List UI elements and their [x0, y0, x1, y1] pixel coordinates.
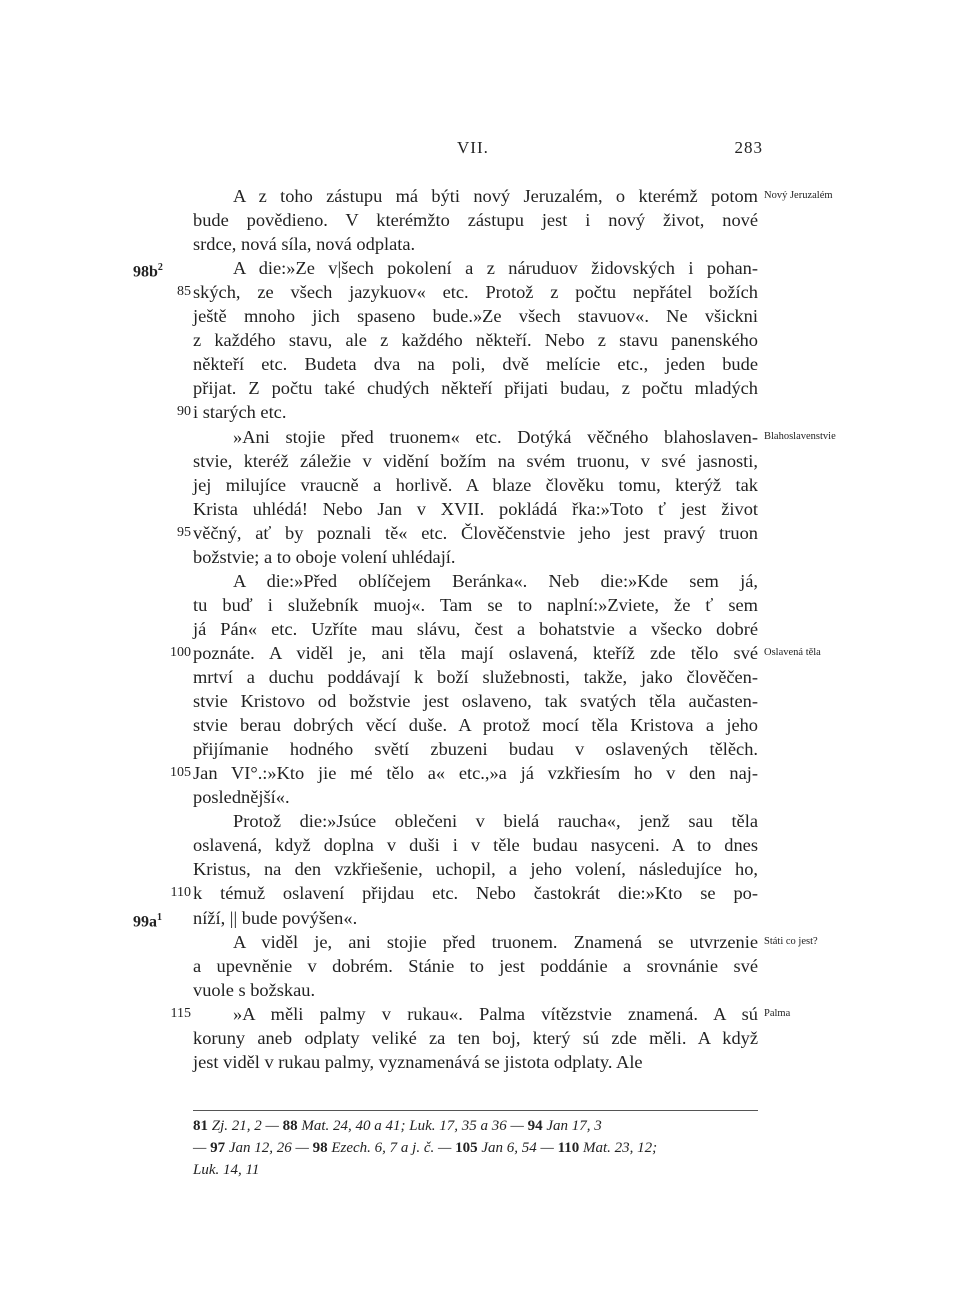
line-number: 105 — [170, 765, 191, 780]
text-line: koruny aneb odplaty veliké za ten boj, který sú zde měli. A když — [193, 1028, 758, 1048]
line-number: 100 — [170, 645, 191, 660]
margin-note: Nový Jeruzalém — [764, 190, 833, 201]
text-line: a upevněnie v dobrém. Stánie to jest poddánie a srovnánie své — [193, 956, 758, 976]
text-line: poslednější«. — [193, 787, 290, 807]
line-number: 110 — [170, 885, 191, 900]
text-line: »A měli palmy v rukau«. Palma vítězstvie znamená. A sú — [233, 1004, 758, 1024]
text-line: oslavená, když doplna v duši i v těle budau nasyceni. A to dnes — [193, 835, 758, 855]
folio-marker: $99a^1$ — [133, 912, 162, 931]
text-line: mrtví a duchu poddávají k boží služebnosti, takže, jako člověčen- — [193, 667, 758, 687]
text-line: stvie Kristovo od božstvie jest oslaveno, tak svatých těla aučasten- — [193, 691, 758, 711]
text-line: Kristus, na den vzkřiešenie, uchopil, a jeho volení, následujíce ho, — [193, 859, 758, 879]
line-number: 90 — [177, 404, 191, 419]
text-line: níží, || bude povýšen«. — [193, 908, 358, 928]
footnote-line: — 97 Jan 12, 26 — 98 Ezech. 6, 7 a j. č. — 105 Jan 6, 54 — 110 Mat. 23, 12; — [193, 1140, 658, 1156]
text-line: já Pán« etc. Uzříte mau slávu, čest a bohatstvie a všecko dobré — [193, 619, 758, 639]
text-line: jest viděl v rukau palmy, vyznamenává se jistota odplaty. Ale — [193, 1052, 643, 1072]
line-number: 115 — [170, 1006, 191, 1021]
text-line: k témuž oslavení přijdau etc. Nebo častokrát die:»Kto se po- — [193, 883, 758, 903]
text-line: A viděl je, ani stojie před truonem. Znamená se utvrzenie — [233, 932, 758, 952]
text-line: přijat. Z počtu také chudých někteří přijati budau, z počtu mladých — [193, 378, 758, 398]
text-line: A die:»Ze v|šech pokolení a z náruduov židovských i pohan- — [233, 258, 758, 278]
text-line: Jan VI°.:»Kto jie mé tělo a« etc.,»a já vzkřiesím ho v den naj- — [193, 763, 758, 783]
text-line: A die:»Před oblíčejem Beránka«. Neb die:»Kde sem já, — [233, 571, 758, 591]
text-line: tu buď i služebník muoj«. Tam se to naplní:»Zviete, že ť sem — [193, 595, 758, 615]
text-line: jej milujíce vraucně a horlivě. A blaze člověku tomu, kterýž tak — [193, 475, 758, 495]
chapter-number: VII. — [457, 138, 489, 157]
text-line: stvie berau dobrých věcí duše. A protož mocí těla Kristova a jeho — [193, 715, 758, 735]
margin-note: Blahoslavenstvie — [764, 431, 836, 442]
text-line: vuole s božskau. — [193, 980, 316, 1000]
text-line: i starých etc. — [193, 402, 287, 422]
margin-note: Oslavená těla — [764, 647, 821, 658]
text-line: poznáte. A viděl je, ani těla mají oslavená, kteříž zde tělo své — [193, 643, 758, 663]
margin-note: Palma — [764, 1008, 791, 1019]
text-line: přijímanie hodného světí zbuzeni budau v oslavených tělěch. — [193, 739, 758, 759]
text-line: Protož die:»Jsúce oblečeni v bielá raucha«, jenž sau těla — [233, 811, 758, 831]
text-line: někteří etc. Budeta dva na poli, dvě melície etc., jeden bude — [193, 354, 758, 374]
folio-marker: $98b^2$ — [133, 262, 163, 281]
text-line: věčný, ať by poznali tě« etc. Člověčenstvie jeho jest pravý truon — [193, 523, 758, 543]
text-line: »Ani stojie před truonem« etc. Dotýká věčného blahoslaven- — [233, 427, 758, 447]
footnote-line: Luk. 14, 11 — [193, 1162, 260, 1178]
text-line: ještě mnoho jich spaseno bude.»Ze všech stavuov«. Ne všickni — [193, 306, 758, 326]
margin-note: Státi co jest? — [764, 936, 818, 947]
line-number: 95 — [177, 525, 191, 540]
text-line: stvie, kteréž záležie v vidění božím na svém truonu, v své jasnosti, — [193, 451, 758, 471]
text-line: A z toho zástupu má býti nový Jeruzalém, o kterémž potom — [233, 186, 758, 206]
text-line: ských, ze všech jazykuov« etc. Protož z počtu nepřátel božích — [193, 282, 758, 302]
text-line: Krista uhlédá! Nebo Jan v XVII. pokládá řka:»Toto ť jest život — [193, 499, 758, 519]
text-line: božstvie; a to oboje volení uhlédají. — [193, 547, 456, 567]
text-line: srdce, nová síla, nová odplata. — [193, 234, 416, 254]
footnote-line: 81 Zj. 21, 2 — 88 Mat. 24, 40 a 41; Luk. 17, 35 a 36 — 94 Jan 17, 3 — [193, 1118, 602, 1134]
footnote-rule — [193, 1110, 758, 1111]
line-number: 85 — [177, 284, 191, 299]
text-line: bude povědieno. V kterémžto zástupu jest i nový život, nové — [193, 210, 758, 230]
page-number: 283 — [734, 138, 763, 157]
text-line: z každého stavu, ale z každého někteří. Nebo z stavu panenského — [193, 330, 758, 350]
running-header — [193, 138, 763, 162]
